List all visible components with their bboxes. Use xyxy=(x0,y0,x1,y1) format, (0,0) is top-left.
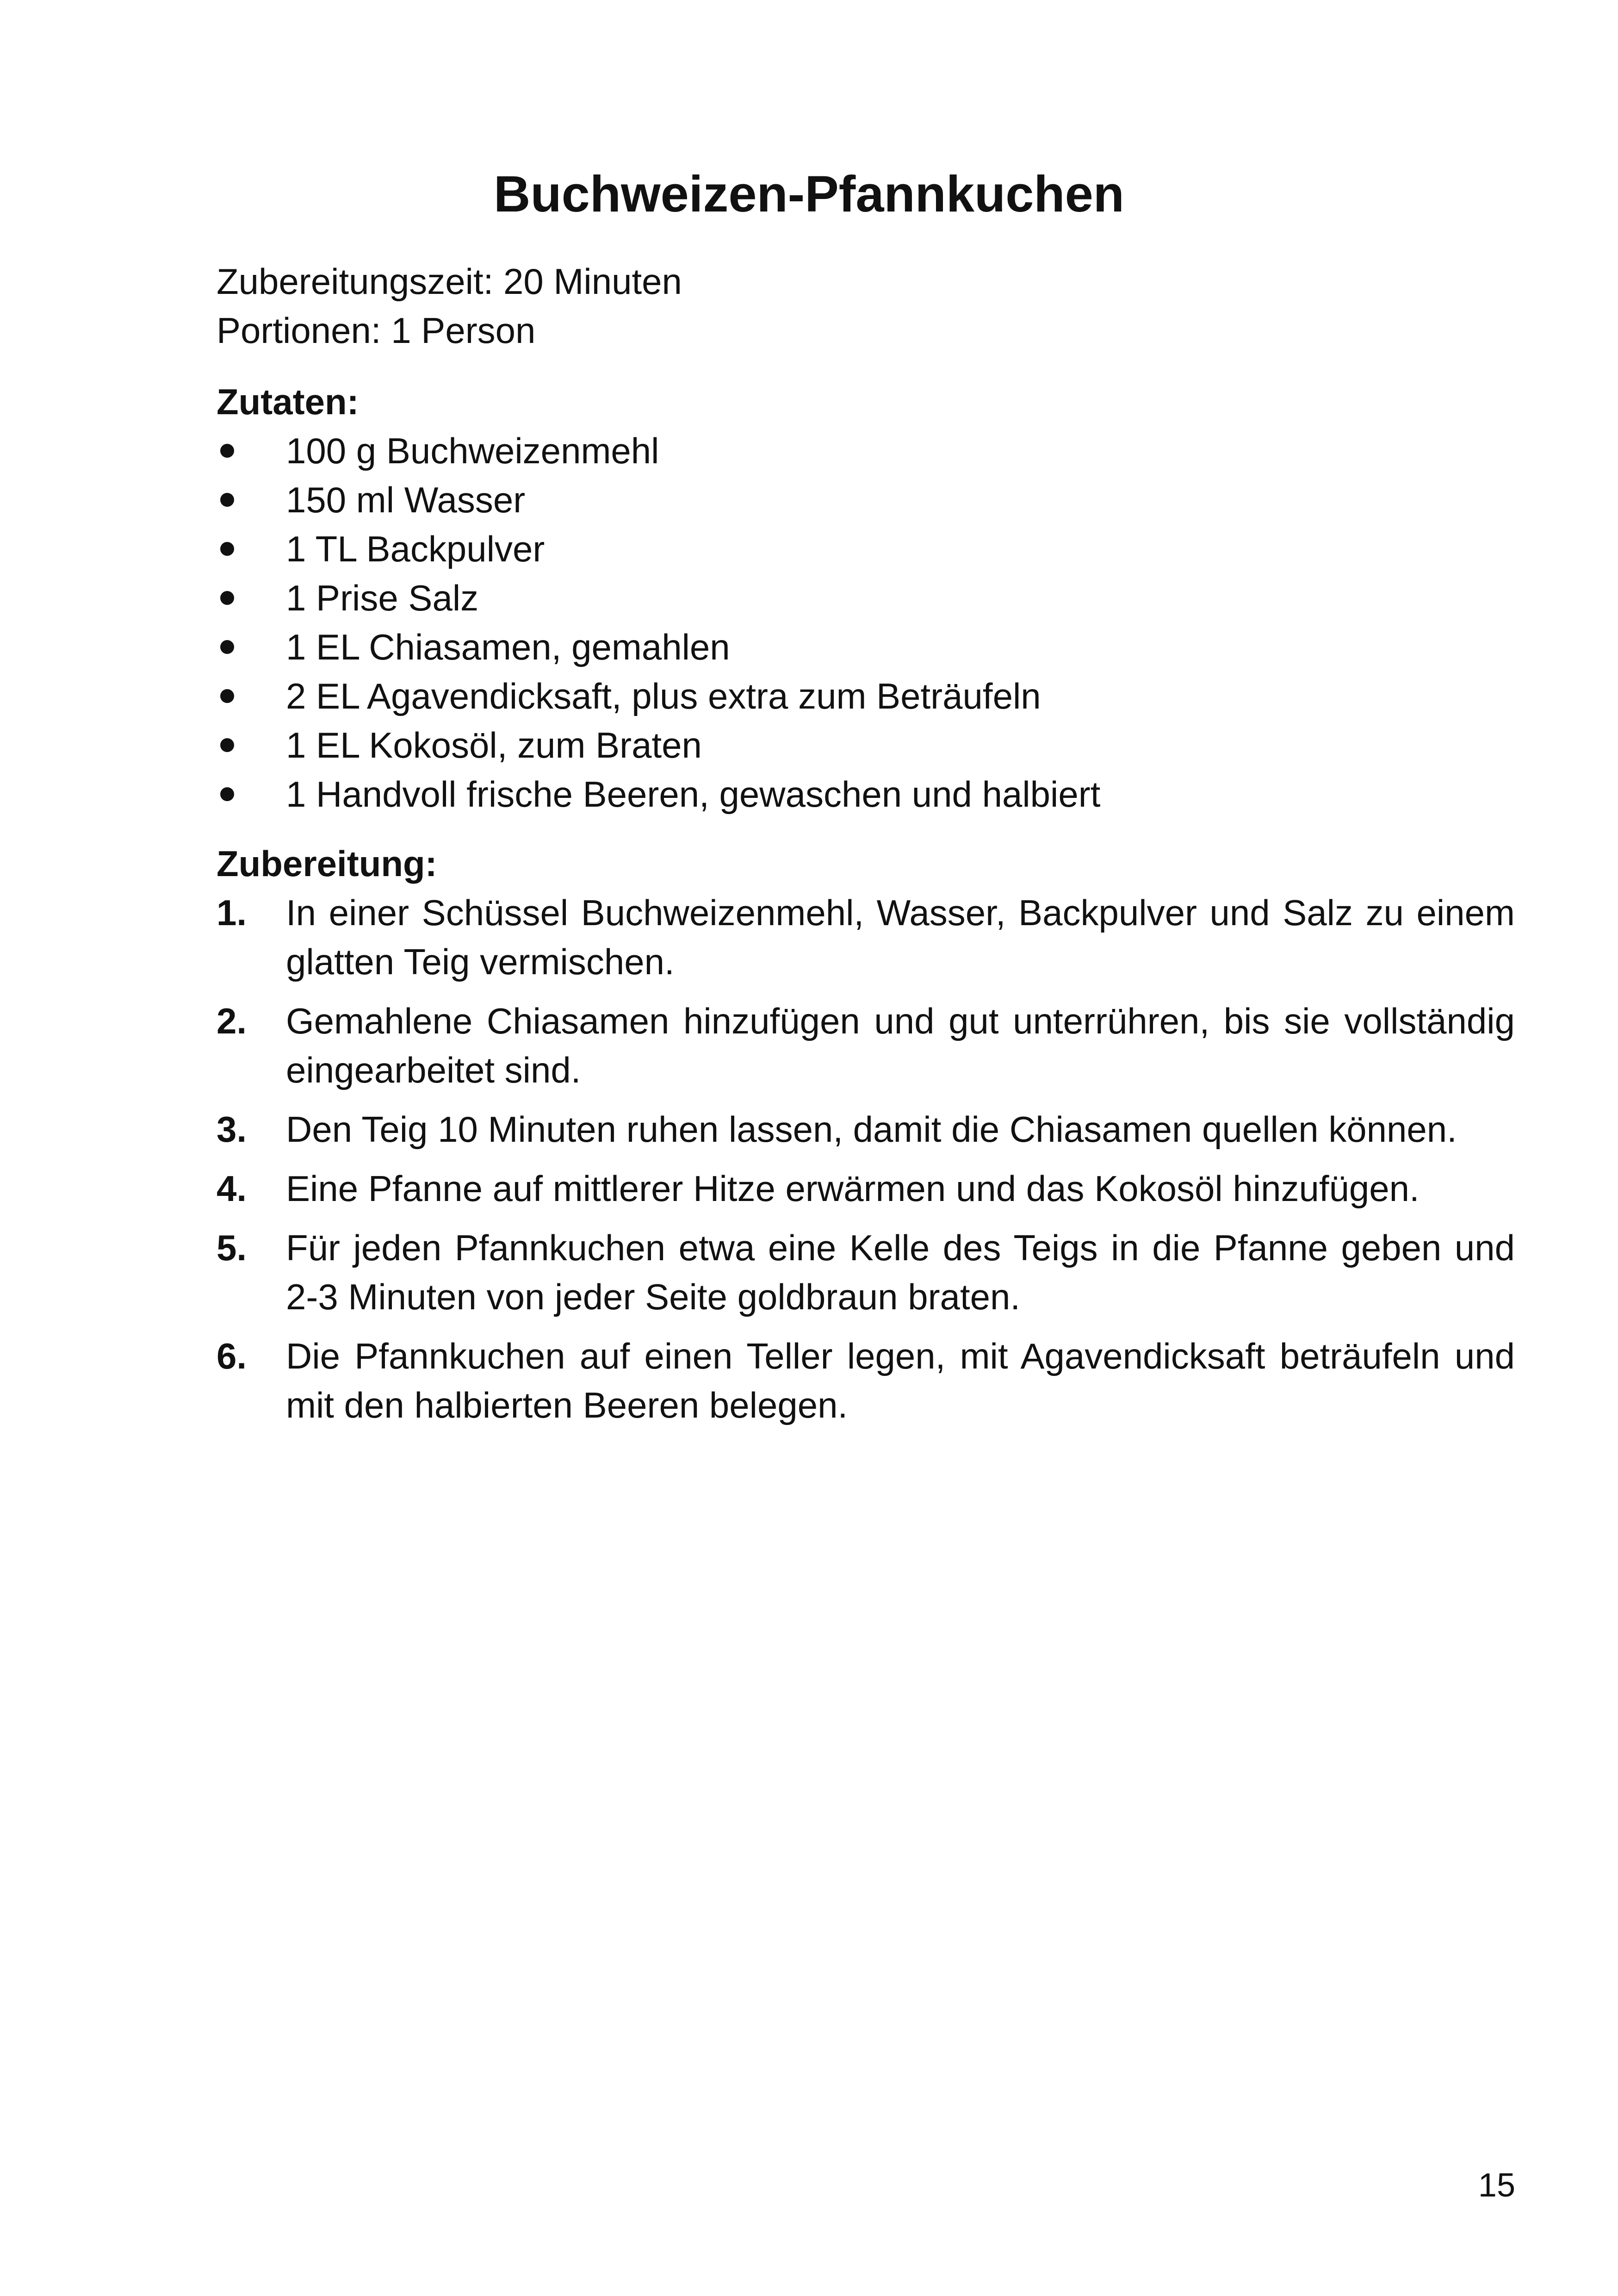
bullet-icon xyxy=(220,787,234,801)
preparation-steps xyxy=(217,888,1515,1430)
step-number: 2. xyxy=(217,1001,247,1041)
ingredient-text: 150 ml Wasser xyxy=(286,479,526,520)
step-number: 3. xyxy=(217,1109,247,1150)
step-text: Für jeden Pfannkuchen etwa eine Kelle des Teigs in die Pfanne geben und 2-3 Minuten von jeder Seite goldbraun braten. xyxy=(286,1227,1515,1317)
bullet-icon xyxy=(220,542,234,556)
recipe-content xyxy=(217,257,1515,1440)
ingredients-heading: Zutaten: xyxy=(217,381,359,422)
prep-time: Zubereitungszeit: 20 Minuten xyxy=(217,261,682,302)
step-text: Eine Pfanne auf mittlerer Hitze erwärmen und das Kokosöl hinzufügen. xyxy=(286,1168,1420,1209)
ingredient-text: 1 Handvoll frische Beeren, gewaschen und halbiert xyxy=(286,774,1101,815)
page-number: 15 xyxy=(1478,2167,1515,2204)
step-item xyxy=(217,1223,1515,1321)
recipe-title: Buchweizen-Pfannkuchen xyxy=(494,166,1124,223)
ingredient-text: 1 Prise Salz xyxy=(286,578,479,618)
ingredients-list xyxy=(217,426,1515,819)
step-number: 1. xyxy=(217,892,247,933)
preparation-heading: Zubereitung: xyxy=(217,843,437,884)
step-item xyxy=(217,996,1515,1095)
step-text: Die Pfannkuchen auf einen Teller legen, mit Agavendicksaft beträufeln und mit den halbierten Beeren belegen. xyxy=(286,1336,1515,1425)
step-number: 5. xyxy=(217,1227,247,1268)
bullet-icon xyxy=(220,591,234,605)
ingredient-item xyxy=(217,573,1515,622)
ingredient-text: 100 g Buchweizenmehl xyxy=(286,430,659,471)
step-number: 4. xyxy=(217,1168,247,1209)
bullet-icon xyxy=(220,493,234,507)
ingredient-text: 1 TL Backpulver xyxy=(286,529,545,569)
ingredient-item xyxy=(217,622,1515,672)
bullet-icon xyxy=(220,689,234,703)
ingredient-text: 2 EL Agavendicksaft, plus extra zum Beträufeln xyxy=(286,676,1041,716)
ingredient-item xyxy=(217,672,1515,721)
ingredient-item xyxy=(217,770,1515,819)
ingredient-text: 1 EL Chiasamen, gemahlen xyxy=(286,627,730,667)
step-text: Gemahlene Chiasamen hinzufügen und gut unterrühren, bis sie vollständig eingearbeitet sind. xyxy=(286,1001,1515,1090)
bullet-icon xyxy=(220,738,234,752)
step-item xyxy=(217,1332,1515,1430)
step-item xyxy=(217,888,1515,986)
step-item xyxy=(217,1105,1515,1154)
ingredient-item xyxy=(217,721,1515,770)
ingredient-item xyxy=(217,524,1515,573)
step-text: Den Teig 10 Minuten ruhen lassen, damit die Chiasamen quellen können. xyxy=(286,1109,1457,1150)
ingredient-item xyxy=(217,475,1515,524)
ingredient-text: 1 EL Kokosöl, zum Braten xyxy=(286,725,702,765)
ingredient-item xyxy=(217,426,1515,475)
step-text: In einer Schüssel Buchweizenmehl, Wasser, Backpulver und Salz zu einem glatten Teig vermischen. xyxy=(286,892,1515,982)
servings: Portionen: 1 Person xyxy=(217,310,536,351)
step-item xyxy=(217,1164,1515,1213)
bullet-icon xyxy=(220,640,234,654)
step-number: 6. xyxy=(217,1336,247,1376)
bullet-icon xyxy=(220,444,234,458)
